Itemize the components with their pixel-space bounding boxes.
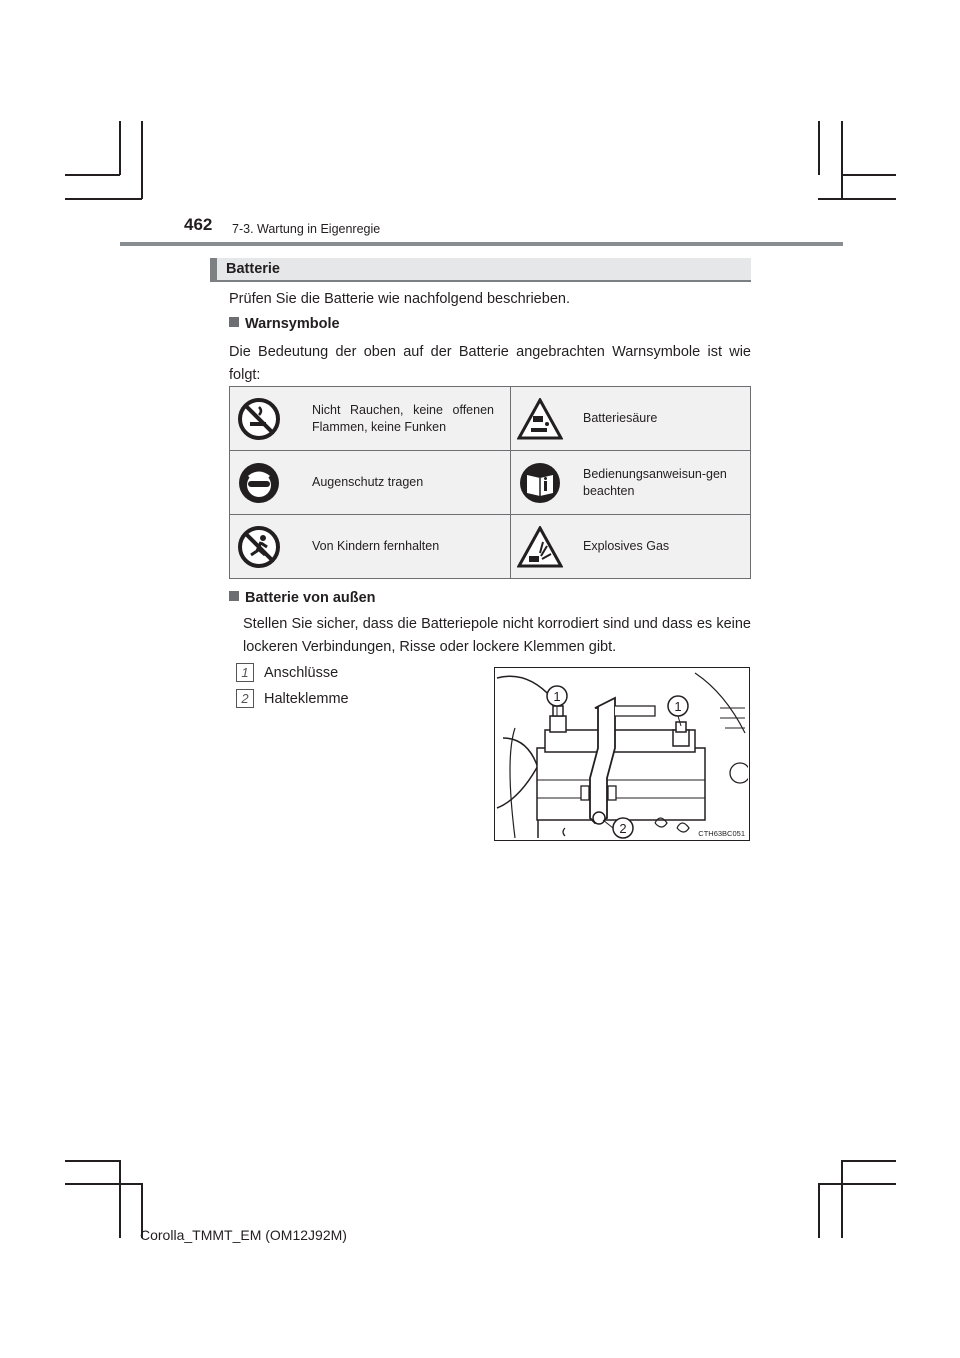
legend-item: 1 Anschlüsse xyxy=(236,663,338,682)
figure-code: CTH63BC051 xyxy=(698,829,745,838)
bullet-square-icon xyxy=(229,591,239,601)
running-head: 7-3. Wartung in Eigenregie xyxy=(232,222,381,236)
battery-illustration xyxy=(494,667,750,841)
crop-mark xyxy=(119,121,121,175)
callout-number: 1 xyxy=(553,689,561,704)
symbol-label: Von Kindern fernhalten xyxy=(288,515,511,579)
crop-mark xyxy=(65,174,120,176)
symbol-label: Explosives Gas xyxy=(569,515,751,579)
keep-away-children-icon xyxy=(230,515,289,579)
symbol-label: Bedienungsanweisun-gen beachten xyxy=(569,451,751,515)
subheading-warnsymbole: Warnsymbole xyxy=(229,316,340,332)
footer-text: Corolla_TMMT_EM (OM12J92M) xyxy=(140,1227,347,1243)
symbol-label: Augenschutz tragen xyxy=(288,451,511,515)
table-row xyxy=(230,451,751,515)
section-title: Batterie xyxy=(226,261,280,277)
crop-mark xyxy=(841,121,843,199)
section-accent xyxy=(210,258,217,280)
callout-number: 1 xyxy=(674,699,682,714)
crop-mark xyxy=(119,1160,121,1238)
crop-mark xyxy=(65,1160,120,1162)
crop-mark xyxy=(818,121,820,175)
crop-mark xyxy=(841,174,896,176)
eye-protection-icon xyxy=(230,451,289,515)
legend-item: 2 Halteklemme xyxy=(236,689,349,708)
crop-mark xyxy=(65,198,142,200)
battery-acid-icon xyxy=(511,387,570,451)
legend-number: 1 xyxy=(236,663,254,682)
page-number: 462 xyxy=(184,215,213,234)
symbol-label: Nicht Rauchen, keine offenen Flammen, keine Funken xyxy=(288,387,511,451)
crop-mark xyxy=(841,1160,896,1162)
section-title-bar xyxy=(210,258,751,282)
intro-text: Prüfen Sie die Batterie wie nachfolgend beschrieben. xyxy=(229,291,570,307)
crop-mark xyxy=(818,1183,896,1185)
explosive-gas-icon xyxy=(511,515,570,579)
crop-mark xyxy=(65,1183,142,1185)
legend-number: 2 xyxy=(236,689,254,708)
aussen-text: Stellen Sie sicher, dass die Batteriepole nicht korrodiert sind und dass es keine lockeren Verbindungen, Risse oder lockere Klemmen gibt. xyxy=(243,616,751,655)
crop-mark xyxy=(841,1160,843,1238)
crop-mark xyxy=(818,198,896,200)
warning-symbol-table xyxy=(229,386,751,579)
table-row xyxy=(230,387,751,451)
bullet-square-icon xyxy=(229,317,239,327)
warnsymbole-text: Die Bedeutung der oben auf der Batterie angebrachten Warnsymbole ist wie folgt: xyxy=(229,344,751,383)
manual-icon xyxy=(511,451,570,515)
subheading-batterie-aussen: Batterie von außen xyxy=(229,590,376,606)
crop-mark xyxy=(141,121,143,199)
crop-mark xyxy=(818,1183,820,1238)
callout-number: 2 xyxy=(619,821,627,836)
header-rule xyxy=(120,242,843,246)
no-smoking-icon xyxy=(230,387,289,451)
table-row xyxy=(230,515,751,579)
symbol-label: Batteriesäure xyxy=(569,387,751,451)
